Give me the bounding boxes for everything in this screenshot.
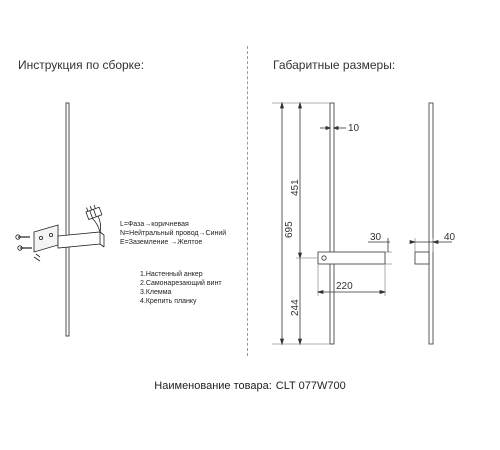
lamp-bar-side [429, 103, 433, 344]
dim-451: 451 [290, 179, 301, 196]
dim-10: 10 [348, 123, 360, 134]
wiring-line: E=Заземление →Желтое [120, 239, 203, 246]
mounting-arm [58, 232, 100, 248]
assembly-title: Инструкция по сборке: [18, 58, 145, 72]
dim-40: 40 [444, 232, 456, 243]
wiring-legend [120, 220, 226, 247]
step-item: 1.Настенный анкер [140, 271, 203, 278]
step-item: 3.Клемма [140, 289, 172, 296]
step-item: 2.Самонарезающий винт [140, 280, 222, 287]
terminal-icon [85, 203, 102, 219]
wall-bracket [34, 225, 58, 252]
arm-side [415, 252, 429, 264]
dim-220: 220 [336, 281, 353, 292]
wiring-line: N=Нейтральный провод→Синий [120, 230, 227, 237]
product-label: Наименование товара: [154, 380, 272, 392]
lamp-bar-front [330, 103, 334, 344]
dimensions-title: Габаритные размеры: [273, 58, 396, 72]
assembly-steps [140, 270, 222, 306]
wiring-line: L=Фаза→коричневая [120, 221, 189, 228]
arm-front [318, 252, 385, 264]
lamp-bar-left [66, 103, 69, 336]
dim-30: 30 [370, 232, 382, 243]
product-model: CLT 077W700 [275, 380, 346, 392]
assembly-illustration [16, 103, 104, 336]
product-name [0, 380, 500, 392]
screw-icon [16, 235, 30, 239]
dim-244: 244 [290, 299, 301, 316]
dim-695: 695 [284, 221, 295, 238]
step-item: 4.Крепить планку [140, 298, 197, 305]
